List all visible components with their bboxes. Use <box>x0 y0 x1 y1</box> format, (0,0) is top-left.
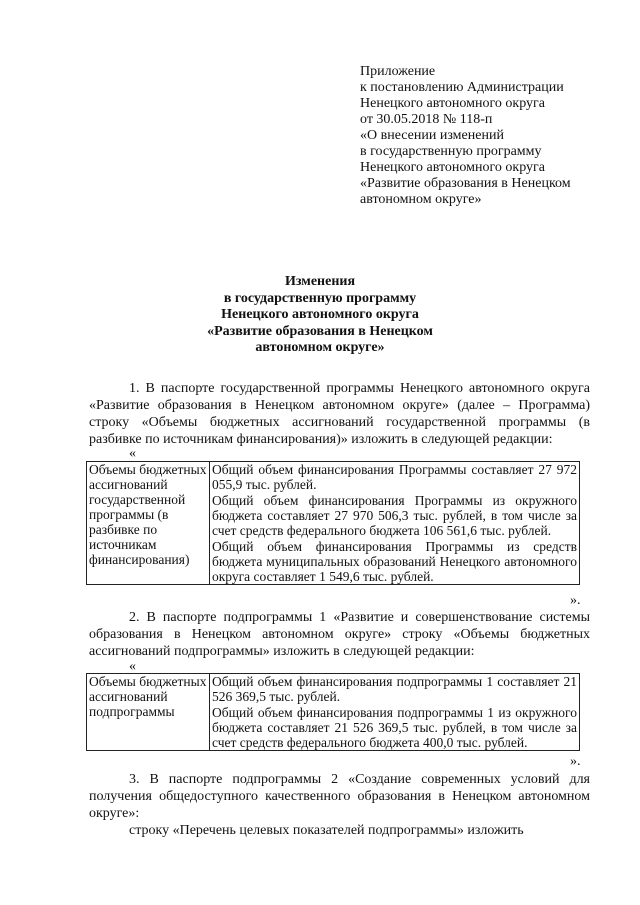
document-title <box>60 274 580 357</box>
table-cell-label: Объемы бюджетных ассигнований подпрограммы <box>87 674 210 751</box>
item-1-table <box>86 461 580 585</box>
annex-line: Приложение <box>360 64 436 79</box>
annex-line: от 30.05.2018 № 118-п <box>360 112 493 127</box>
item-3-sub-paragraph <box>89 822 590 839</box>
annex-line: в государственную программу <box>360 144 542 159</box>
item-1-text: 1. В паспорте государственной программы Ненецкого автономного округа «Развитие образования в Ненецком автономном округе» (далее – Программа) строку «Объемы бюджетных ассигнований государственной программы (в разбивке по источникам финансирования)» изложить в следующей редакции: <box>89 381 590 447</box>
title-line: в государственную программу <box>223 290 417 306</box>
item-1-open-quote: « <box>129 446 136 461</box>
value-paragraph: Общий объем финансирования Программы составляет 27 972 055,9 тыс. рублей. <box>212 462 577 492</box>
item-2-text: 2. В паспорте подпрограммы 1 «Развитие и совершенствование системы образования в Ненецком автономном округе» строку «Объемы бюджетных ассигнований подпрограммы» изложить в следующей редакции: <box>89 610 590 659</box>
table-cell-label: Объемы бюджетных ассигнований государственной программы (в разбивке по источникам финансирования) <box>87 462 210 585</box>
table-row <box>87 674 580 751</box>
annex-header <box>360 64 620 208</box>
value-paragraph: Общий объем финансирования Программы из средств бюджета муниципальных образований Ненецкого автономного округа составляет 1 549,6 тыс. рублей. <box>212 539 577 584</box>
title-line: «Развитие образования в Ненецком <box>207 323 433 339</box>
annex-line: к постановлению Администрации <box>360 80 564 95</box>
title-line: автономном округе» <box>255 340 385 355</box>
annex-line: «Развитие образования в Ненецком <box>360 176 571 191</box>
title-line: Ненецкого автономного округа <box>221 307 419 322</box>
item-3-sub-text: строку «Перечень целевых показателей подпрограммы» изложить <box>129 823 524 838</box>
item-3-text: 3. В паспорте подпрограммы 2 «Создание современных условий для получения общедоступного качественного образования в Ненецком автономном округе»: <box>89 772 590 821</box>
item-2-open-quote: « <box>129 659 136 674</box>
value-paragraph: Общий объем финансирования Программы из окружного бюджета составляет 27 970 506,3 тыс. рублей, в том числе за счет средств федерального бюджета 106 561,6 тыс. рублей. <box>212 493 577 538</box>
table-row <box>87 462 580 585</box>
annex-line: автономном округе» <box>360 192 482 207</box>
title-line: Изменения <box>284 274 356 289</box>
value-paragraph: Общий объем финансирования подпрограммы 1 составляет 21 526 369,5 тыс. рублей. <box>212 674 577 704</box>
item-1-close-quote: ». <box>570 593 581 608</box>
table-cell-value <box>210 462 580 585</box>
item-2-paragraph <box>89 609 590 660</box>
item-1-paragraph <box>89 380 590 448</box>
annex-line: Ненецкого автономного округа <box>360 160 545 175</box>
item-2-close-quote: ». <box>570 754 581 769</box>
annex-line: Ненецкого автономного округа <box>360 96 545 111</box>
value-paragraph: Общий объем финансирования подпрограммы 1 из окружного бюджета составляет 21 526 369,5 тыс. рублей, в том числе за счет средств федерального бюджета 400,0 тыс. рублей. <box>212 705 577 750</box>
table-cell-value <box>210 674 580 751</box>
item-2-table <box>86 673 580 751</box>
annex-line: «О внесении изменений <box>360 128 504 143</box>
item-3-paragraph <box>89 771 590 822</box>
